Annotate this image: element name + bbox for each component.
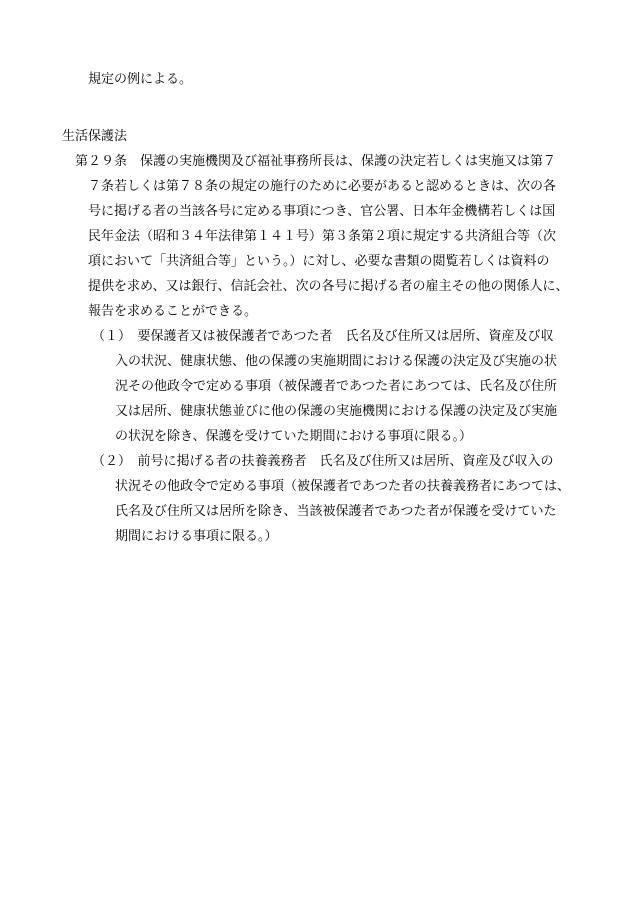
item-2-line-2: 状況その他政令で定める事項（被保護者であつた者の扶養義務者にあつては、 bbox=[115, 479, 571, 494]
item-2-line-3: 氏名及び住所又は居所を除き、当該被保護者であつた者が保護を受けていた bbox=[115, 504, 557, 519]
article-29-line-2: ７条若しくは第７８条の規定の施行のために必要があると認めるときは、次の各 bbox=[88, 179, 557, 194]
article-29-line-5: 項において「共済組合等」という。）に対し、必要な書類の閲覧若しくは資料の bbox=[88, 254, 550, 269]
article-29-line-3: 号に掲げる者の当該各号に定める事項につき、官公署、日本年金機構若しくは国 bbox=[88, 204, 556, 219]
law-title: 生活保護法 bbox=[62, 129, 128, 144]
item-1-line-3: 況その他政令で定める事項（被保護者であつた者にあつては、氏名及び住所 bbox=[115, 379, 558, 394]
item-1-line-2: 入の状況、健康状態、他の保護の実施期間における保護の決定及び実施の状 bbox=[115, 354, 558, 369]
item-1-line-5: の状況を除き、保護を受けていた期間における事項に限る。） bbox=[115, 429, 472, 444]
item-2-line-4: 期間における事項に限る。） bbox=[115, 529, 278, 544]
item-1-line-1: （１） 要保護者又は被保護者であつた者 氏名及び住所又は居所、資産及び収 bbox=[92, 329, 554, 344]
article-29-line-4: 民年金法（昭和３４年法律第１４１号）第３条第２項に規定する共済組合等（次 bbox=[88, 229, 557, 244]
article-29-line-1: 第２９条 保護の実施機関及び福祉事務所長は、保護の決定若しくは実施又は第７ bbox=[75, 154, 557, 169]
article-29-line-7: 報告を求めることができる。 bbox=[88, 304, 258, 319]
item-1-line-4: 又は居所、健康状態並びに他の保護の実施機関における保護の決定及び実施 bbox=[115, 404, 558, 419]
item-2-line-1: （２） 前号に掲げる者の扶養義務者 氏名及び住所又は居所、資産及び収入の bbox=[92, 454, 554, 469]
previous-text-line: 規定の例による。 bbox=[88, 72, 193, 87]
article-29-line-6: 提供を求め、又は銀行、信託会社、次の各号に掲げる者の雇主その他の関係人に、 bbox=[88, 279, 569, 294]
